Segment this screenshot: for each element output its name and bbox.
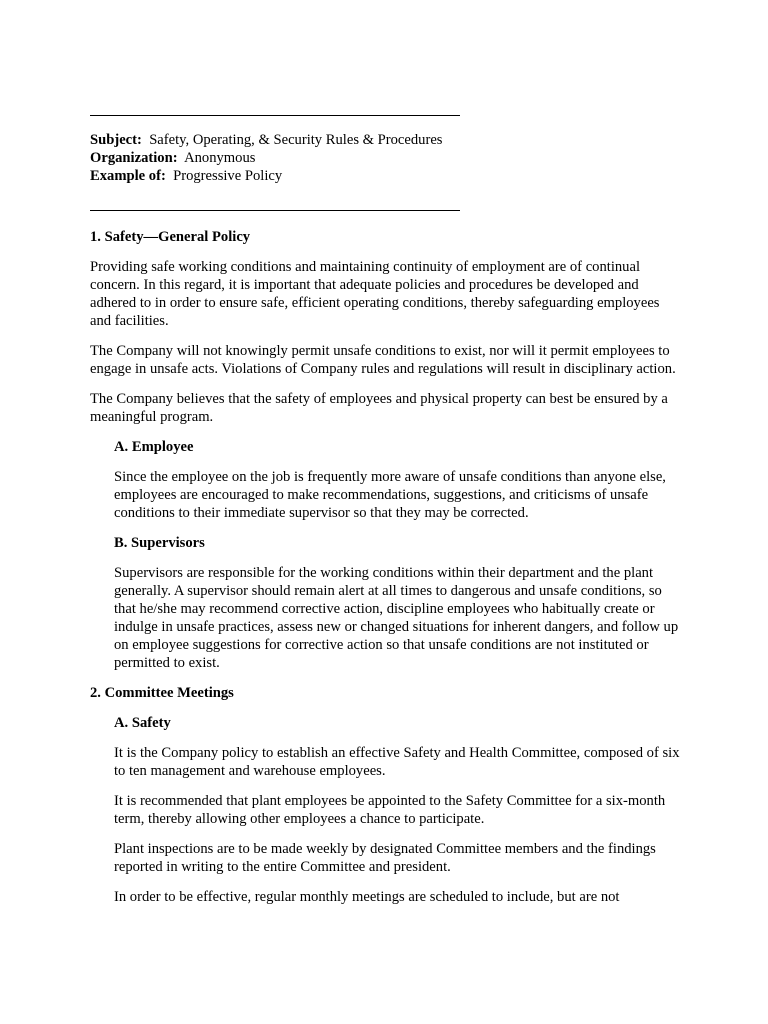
- section-1b-heading: B. Supervisors: [114, 535, 205, 551]
- section-1a-text: Since the employee on the job is frequently more aware of unsafe conditions than anyone else, employees are encouraged to make recommendations, suggestions, and criticisms of unsafe conditions to their immediate supervisor so that they may be corrected.: [114, 469, 666, 521]
- organization-line: [90, 149, 442, 167]
- section-2a-paragraph-1: It is the Company policy to establish an effective Safety and Health Committee, composed of six to ten management and warehouse employees.: [114, 745, 680, 779]
- example-label: Example of:: [90, 168, 166, 184]
- document-header: [90, 131, 442, 185]
- section-1-paragraph-3: The Company believes that the safety of employees and physical property can best be ensured by a meaningful program.: [90, 391, 668, 425]
- organization-value: Anonymous: [184, 150, 256, 166]
- section-1-heading: 1. Safety—General Policy: [90, 229, 251, 245]
- example-value: Progressive Policy: [173, 168, 283, 184]
- section-2a-heading: A. Safety: [114, 715, 171, 731]
- section-2a-paragraph-2: It is recommended that plant employees be appointed to the Safety Committee for a six-month term, thereby allowing other employees a chance to participate.: [114, 793, 666, 827]
- section-2a-paragraph-3: Plant inspections are to be made weekly by designated Committee members and the findings reported in writing to the entire Committee and president.: [114, 841, 656, 875]
- section-1-paragraph-2: The Company will not knowingly permit unsafe conditions to exist, nor will it permit employees to engage in unsafe acts. Violations of Company rules and regulations will result in disciplinary action.: [90, 343, 676, 377]
- example-line: [90, 167, 442, 185]
- bottom-divider: [90, 210, 460, 211]
- subject-value: Safety, Operating, & Security Rules & Procedures: [149, 132, 443, 148]
- section-1b-text: Supervisors are responsible for the working conditions within their department and the plant generally. A supervisor should remain alert at all times to dangerous and unsafe conditions, so that he/she may recommend corrective action, discipline employees who habitually create or indulge in unsafe practices, assess new or changed situations for inherent dangers, and follow up on employee suggestions for corrective action so that unsafe conditions are not instituted or permitted to exist.: [114, 565, 679, 671]
- section-2a-paragraph-4: In order to be effective, regular monthly meetings are scheduled to include, but are not: [114, 889, 620, 905]
- section-1-paragraph-1: Providing safe working conditions and maintaining continuity of employment are of continual concern. In this regard, it is important that adequate policies and procedures be developed and adhered to in order to ensure safe, efficient operating conditions, thereby safeguarding employees and facilities.: [90, 259, 660, 329]
- section-1a-heading: A. Employee: [114, 439, 194, 455]
- document-body: [90, 228, 682, 918]
- organization-label: Organization:: [90, 150, 178, 166]
- subject-line: [90, 131, 442, 149]
- subject-label: Subject:: [90, 132, 142, 148]
- section-2-heading: 2. Committee Meetings: [90, 685, 234, 701]
- top-divider: [90, 115, 460, 116]
